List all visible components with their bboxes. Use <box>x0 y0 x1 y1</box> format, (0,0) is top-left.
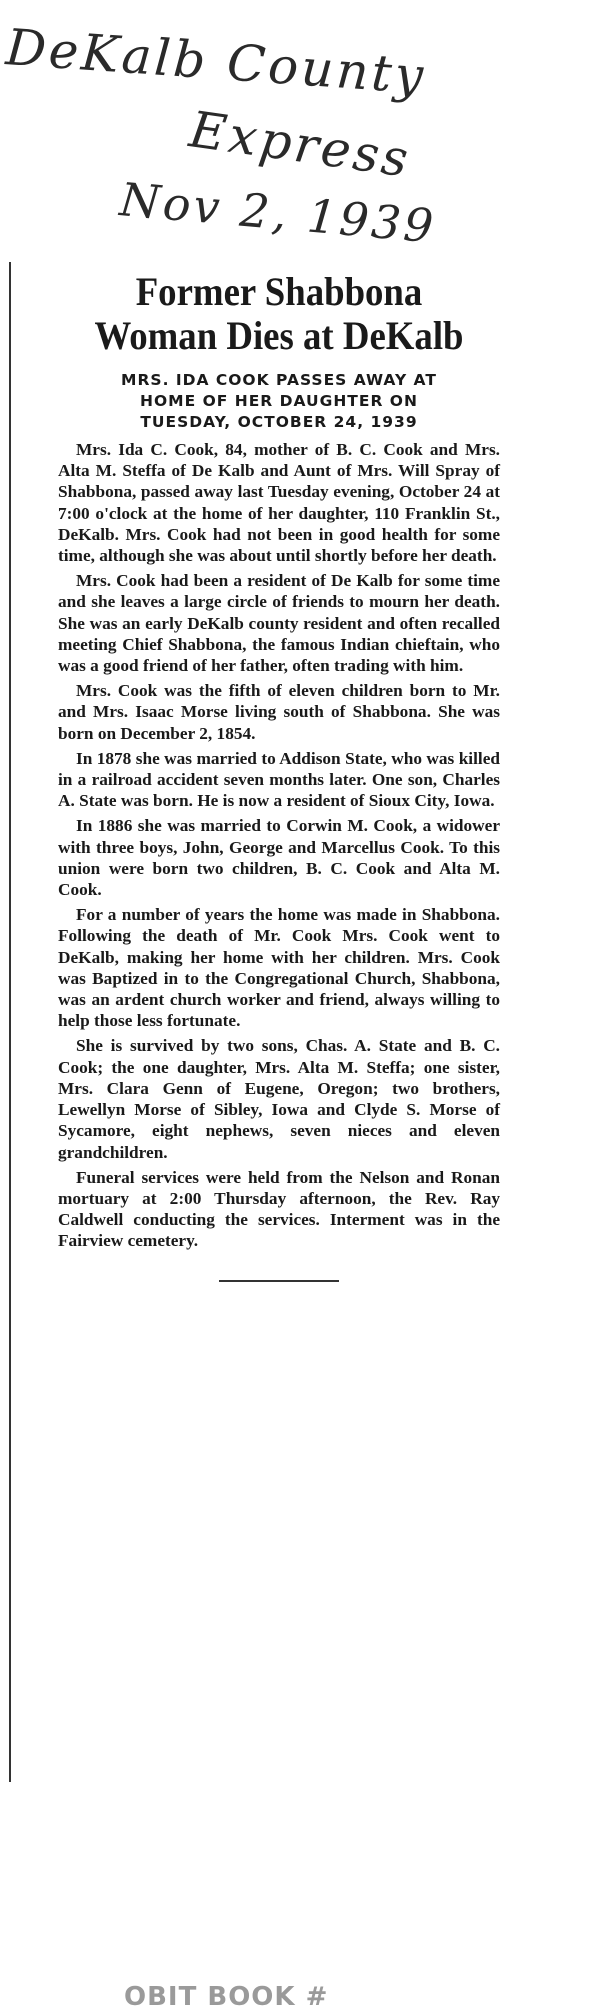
paragraph: Mrs. Cook had been a resident of De Kalb for some time and she leaves a large circle of friends to mourn her death. She was an early DeKalb county resident and often recalled meeting Chief Shabbona, the famous Indian chieftain, who was a good friend of her father, often trading with him. <box>58 571 500 676</box>
obit-book-label: OBIT BOOK # <box>124 1982 329 2012</box>
headline-line-2: Woman Dies at DeKalb <box>94 313 464 358</box>
article-body <box>58 439 500 1252</box>
paragraph: Funeral services were held from the Nelson and Ronan mortuary at 2:00 Thursday afternoon, the Rev. Ray Caldwell conducting the services. Interment was in the Fairview cemetery. <box>58 1167 500 1251</box>
headline <box>76 270 483 358</box>
handwritten-newspaper-title: Express <box>185 100 415 189</box>
subheadline-line-3: TUESDAY, OCTOBER 24, 1939 <box>140 413 418 431</box>
headline-line-1: Former Shabbona <box>135 269 423 314</box>
paragraph: In 1886 she was married to Corwin M. Cook, a widower with three boys, John, George and Marcellus Cook. To this union were born two children, B. C. Cook and Alta M. Cook. <box>58 816 500 900</box>
paragraph: She is survived by two sons, Chas. A. State and B. C. Cook; the one daughter, Mrs. Alta M. Steffa; one sister, Mrs. Clara Genn of Eugene, Oregon; two brothers, Lewellyn Morse of Sibley, Iowa and Clyde S. Morse of Sycamore, eight nephews, seven nieces and eleven grandchildren. <box>58 1036 500 1162</box>
paragraph: Mrs. Cook was the fifth of eleven children born to Mr. and Mrs. Isaac Morse living south of Shabbona. She was born on December 2, 1854. <box>58 681 500 743</box>
handwritten-date: Nov 2, 1939 <box>117 172 439 254</box>
paragraph: In 1878 she was married to Addison State, who was killed in a railroad accident seven months later. One son, Charles A. State was born. He is now a resident of Sioux City, Iowa. <box>58 748 500 811</box>
end-rule <box>219 1280 339 1282</box>
handwritten-newspaper-name: DeKalb County <box>3 18 428 106</box>
paragraph: Mrs. Ida C. Cook, 84, mother of B. C. Cook and Mrs. Alta M. Steffa of De Kalb and Aunt of Mrs. Will Spray of Shabbona, passed away last Tuesday evening, October 24 at 7:00 o'clock at the home of her daughter, 110 Franklin St., DeKalb. Mrs. Cook had not been in good health for some time, although she was about until shortly before her death. <box>58 440 500 566</box>
subheadline-line-2: HOME OF HER DAUGHTER ON <box>140 392 418 410</box>
subheadline-line-1: MRS. IDA COOK PASSES AWAY AT <box>121 371 437 389</box>
clipping-edge-line <box>9 262 11 1782</box>
obituary-clipping <box>58 270 500 1282</box>
paragraph: For a number of years the home was made in Shabbona. Following the death of Mr. Cook Mrs. Cook went to DeKalb, making her home with her children. Mrs. Cook was Baptized in to the Congregational Church, Shabbona, was an ardent church worker and friend, always willing to help those less fortunate. <box>58 905 500 1031</box>
subheadline <box>58 370 500 433</box>
